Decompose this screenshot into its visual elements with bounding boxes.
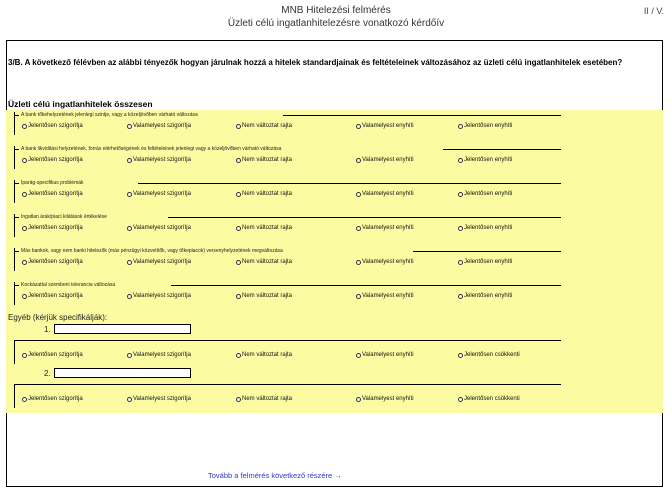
radio-icon[interactable] [22, 124, 27, 129]
radio-icon[interactable] [22, 294, 27, 299]
rating-option[interactable] [22, 122, 83, 130]
option-label: Jelentősen szigorítja [28, 293, 83, 299]
other-rating-option[interactable] [356, 351, 414, 359]
next-section-link[interactable]: Tovább a felmérés következő részére → [208, 471, 342, 480]
radio-icon[interactable] [236, 124, 241, 129]
radio-icon[interactable] [458, 158, 463, 163]
radio-icon[interactable] [236, 158, 241, 163]
factor-group [14, 214, 561, 237]
option-label: Nem változtat rajta [242, 396, 293, 402]
option-label: Jelentősen enyhíti [464, 123, 513, 129]
option-label: Valamelyest enyhíti [362, 123, 414, 129]
rating-option[interactable] [22, 258, 83, 266]
radio-icon[interactable] [236, 397, 241, 402]
radio-icon[interactable] [458, 294, 463, 299]
rating-option[interactable] [127, 122, 191, 130]
option-label: Jelentősen szigorítja [28, 123, 83, 129]
factor-title: Más bankok, vagy nem banki hitelezők (más pénzügyi közvetítők, vagy tőkepiacok) versenyhelyzetének megváltozása [21, 248, 283, 254]
option-label: Jelentősen enyhíti [464, 225, 513, 231]
radio-icon[interactable] [356, 124, 361, 129]
other-input-1[interactable] [54, 324, 191, 334]
radio-icon[interactable] [458, 226, 463, 231]
other-rating-option[interactable] [356, 395, 414, 403]
rating-option[interactable] [127, 258, 191, 266]
radio-icon[interactable] [127, 226, 132, 231]
other-number-2: 2. [44, 369, 51, 378]
rating-option[interactable] [458, 292, 512, 300]
option-label: Jelentősen enyhíti [464, 259, 513, 265]
radio-icon[interactable] [22, 158, 27, 163]
other-rating-option[interactable] [127, 395, 191, 403]
rating-option[interactable] [356, 190, 414, 198]
rating-option[interactable] [127, 156, 191, 164]
option-label: Jelentősen szigorítja [28, 225, 83, 231]
option-label: Valamelyest szigorítja [133, 259, 191, 265]
radio-icon[interactable] [356, 397, 361, 402]
rating-option[interactable] [458, 156, 512, 164]
radio-icon[interactable] [22, 192, 27, 197]
option-label: Valamelyest szigorítja [133, 293, 191, 299]
rating-option[interactable] [236, 122, 292, 130]
factor-title: Kockázattal szembeni tolerancia változása [21, 282, 116, 288]
radio-icon[interactable] [458, 192, 463, 197]
option-label: Valamelyest enyhíti [362, 157, 414, 163]
rating-option[interactable] [356, 122, 414, 130]
other-input-2[interactable] [54, 368, 191, 378]
other-factor-group [14, 384, 561, 408]
radio-icon[interactable] [356, 192, 361, 197]
rating-option[interactable] [236, 224, 292, 232]
rating-option[interactable] [127, 190, 191, 198]
option-label: Valamelyest enyhíti [362, 352, 414, 358]
rating-option[interactable] [356, 156, 414, 164]
survey-title: MNB Hitelezési felmérés [281, 5, 391, 16]
section-title: Üzleti célú ingatlanhitelek összesen [8, 99, 153, 109]
option-label: Valamelyest enyhíti [362, 293, 414, 299]
rating-option[interactable] [458, 224, 512, 232]
radio-icon[interactable] [356, 158, 361, 163]
rating-option[interactable] [236, 156, 292, 164]
radio-icon[interactable] [458, 353, 463, 358]
radio-icon[interactable] [356, 294, 361, 299]
option-label: Valamelyest enyhíti [362, 191, 414, 197]
rating-option[interactable] [127, 292, 191, 300]
factor-group [14, 282, 561, 305]
option-label: Jelentősen csökkenti [464, 396, 520, 402]
radio-icon[interactable] [22, 226, 27, 231]
option-label: Nem változtat rajta [242, 157, 293, 163]
rating-option[interactable] [22, 224, 83, 232]
radio-icon[interactable] [356, 260, 361, 265]
option-label: Valamelyest szigorítja [133, 352, 191, 358]
option-label: Valamelyest szigorítja [133, 123, 191, 129]
other-number-1: 1. [44, 325, 51, 334]
rating-option[interactable] [236, 292, 292, 300]
option-label: Jelentősen enyhíti [464, 293, 513, 299]
rating-option[interactable] [458, 258, 512, 266]
option-label: Nem változtat rajta [242, 352, 293, 358]
rating-option[interactable] [22, 292, 83, 300]
option-label: Jelentősen enyhíti [464, 191, 513, 197]
option-label: Nem változtat rajta [242, 123, 293, 129]
other-rating-option[interactable] [236, 395, 292, 403]
option-label: Valamelyest szigorítja [133, 225, 191, 231]
option-label: Jelentősen szigorítja [28, 259, 83, 265]
option-label: Jelentősen szigorítja [28, 157, 83, 163]
other-factor-group [14, 340, 561, 364]
radio-icon[interactable] [127, 353, 132, 358]
radio-icon[interactable] [356, 226, 361, 231]
radio-icon[interactable] [236, 353, 241, 358]
page-header [0, 4, 672, 30]
rating-option[interactable] [127, 224, 191, 232]
option-label: Nem változtat rajta [242, 191, 293, 197]
radio-icon[interactable] [127, 294, 132, 299]
radio-icon[interactable] [22, 353, 27, 358]
radio-icon[interactable] [458, 260, 463, 265]
radio-icon[interactable] [236, 192, 241, 197]
other-rating-option[interactable] [127, 351, 191, 359]
option-label: Nem változtat rajta [242, 225, 293, 231]
option-label: Jelentősen szigorítja [28, 191, 83, 197]
radio-icon[interactable] [458, 397, 463, 402]
factor-group [14, 180, 561, 203]
question-text: 3/B. A következő félévben az alábbi tényezők hogyan járulnak hozzá a hitelek standardjainak és feltételeinek változásához az üzleti célú ingatlanhitelek esetében? [8, 58, 623, 67]
radio-icon[interactable] [236, 260, 241, 265]
option-label: Jelentősen enyhíti [464, 157, 513, 163]
rating-option[interactable] [356, 292, 414, 300]
rating-option[interactable] [236, 258, 292, 266]
option-label: Valamelyest enyhíti [362, 225, 414, 231]
other-rating-option[interactable] [22, 351, 83, 359]
radio-icon[interactable] [356, 353, 361, 358]
factor-title: Ingatlan árak/piaci kilátások értékelése [21, 214, 107, 220]
radio-icon[interactable] [22, 397, 27, 402]
factor-group [14, 248, 561, 271]
option-label: Valamelyest szigorítja [133, 396, 191, 402]
option-label: Valamelyest enyhíti [362, 396, 414, 402]
other-label: Egyéb (kérjük specifikálják): [8, 313, 108, 322]
radio-icon[interactable] [127, 192, 132, 197]
radio-icon[interactable] [22, 260, 27, 265]
option-label: Nem változtat rajta [242, 259, 293, 265]
rating-option[interactable] [356, 224, 414, 232]
factor-title: Iparág-specifikus problémák [21, 180, 84, 186]
rating-option[interactable] [22, 190, 83, 198]
other-rating-option[interactable] [22, 395, 83, 403]
factor-group [14, 112, 561, 135]
radio-icon[interactable] [236, 294, 241, 299]
radio-icon[interactable] [127, 158, 132, 163]
radio-icon[interactable] [458, 124, 463, 129]
survey-subtitle: Üzleti célú ingatlanhitelezésre vonatkozó kérdőív [227, 18, 445, 29]
page-number: II / V. [643, 6, 664, 16]
rating-option[interactable] [22, 156, 83, 164]
radio-icon[interactable] [127, 397, 132, 402]
option-label: Jelentősen szigorítja [28, 352, 83, 358]
radio-icon[interactable] [127, 260, 132, 265]
option-label: Valamelyest enyhíti [362, 259, 414, 265]
other-rating-option[interactable] [458, 395, 520, 403]
option-label: Nem változtat rajta [242, 293, 293, 299]
factor-title: A bank likviditási helyzetének, forrás elérhetőségének és feltételeinek jelenlegi vagy a közeljövőben várható változása [21, 146, 282, 152]
rating-option[interactable] [458, 122, 512, 130]
radio-icon[interactable] [127, 124, 132, 129]
option-label: Jelentősen szigorítja [28, 396, 83, 402]
rating-option[interactable] [356, 258, 414, 266]
radio-icon[interactable] [236, 226, 241, 231]
rating-option[interactable] [458, 190, 512, 198]
factor-title: A bank tőkehelyzetének jelenlegi szintje, vagy a közeljövőben várható változása [21, 112, 198, 118]
factor-group [14, 146, 561, 169]
other-rating-option[interactable] [236, 351, 292, 359]
other-rating-option[interactable] [458, 351, 520, 359]
option-label: Valamelyest szigorítja [133, 191, 191, 197]
option-label: Jelentősen csökkenti [464, 352, 520, 358]
rating-option[interactable] [236, 190, 292, 198]
option-label: Valamelyest szigorítja [133, 157, 191, 163]
